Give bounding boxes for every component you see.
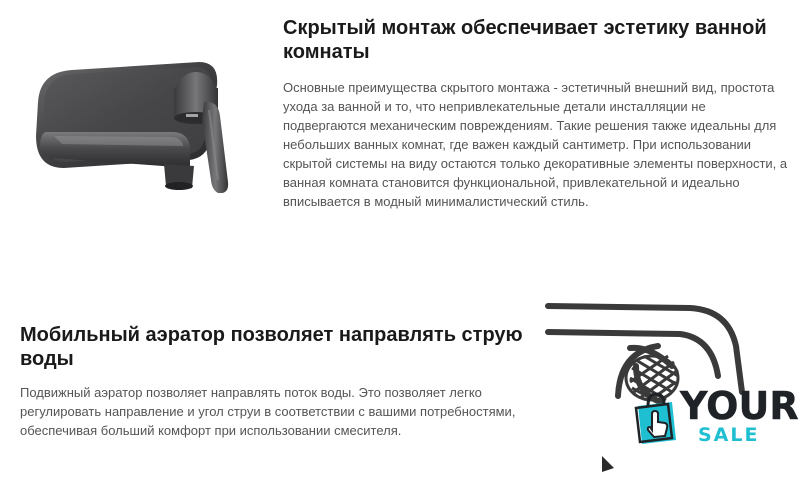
concealed-installation-text: Основные преимущества скрытого монтажа - эстетичный внешний вид, простота ухода за ванной и то, что непривлекательные детали инсталляции не подвергаются механическим повреждениям. Такие решения также идеальны для небольших ванных комнат, где важен каждый сантиметр. При использовании скрытой системы на виду остаются только декоративные элементы поверхности, а ванная комната становится функциональной, привлекательной и идеально вписывается в модный минималистический стиль.: [283, 80, 788, 209]
aerator-section: [20, 323, 530, 440]
aerator-title: Мобильный аэратор позволяет направлять струю воды: [20, 324, 523, 370]
aerator-text: Подвижный аэратор позволяет направлять поток воды. Это позволяет легко регулировать направление и угол струи в соответствии с вашими потребностями, обеспечивая больший комфорт при использовании смесителя.: [20, 385, 516, 438]
concealed-installation-section: [283, 16, 788, 211]
wall-mounted-faucet-image: [24, 40, 264, 215]
your-sale-watermark: [632, 384, 799, 450]
watermark-word-your: YOUR: [680, 384, 799, 428]
concealed-installation-title: Скрытый монтаж обеспечивает эстетику ванной комнаты: [283, 17, 767, 63]
shopping-bag-icon: [632, 390, 680, 446]
watermark-word-sale: SALE: [698, 424, 760, 446]
